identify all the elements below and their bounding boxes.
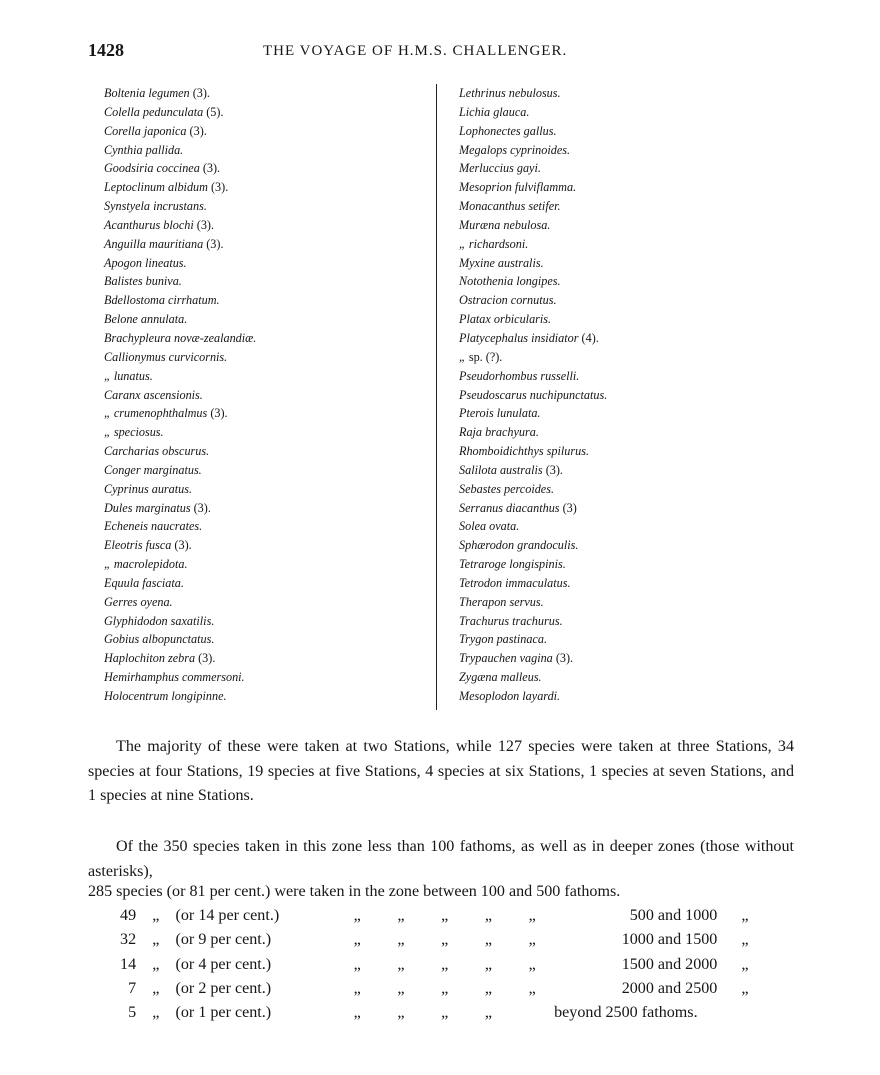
ditto-mark: „ [528,979,536,997]
page-number: 1428 [88,40,124,60]
species-name: Apogon lineatus. [104,255,187,270]
species-name: „ crumenophthalmus [104,406,208,421]
species-name: Anguilla mauritiana [104,236,204,251]
depth-range: 500 and 1000 [629,907,718,925]
species-entry [104,404,256,423]
species-entry [459,649,607,668]
species-name: Belone annulata. [104,312,188,327]
species-name: Balistes buniva. [104,274,182,289]
species-entry [459,612,607,631]
species-entry [104,84,256,103]
species-name: Haplochiton zebra [104,651,196,666]
ditto-mark: „ [353,1004,361,1022]
species-name: Ostracion cornutus. [459,293,557,308]
species-entry [104,272,256,291]
species-entry [459,593,607,612]
ditto-mark: „ [484,979,493,997]
species-name: Hemirhamphus commersoni. [104,670,245,685]
species-count: 14 [120,955,137,973]
depth-range: 1500 and 2000 [621,955,718,973]
ditto-mark: „ [397,931,405,949]
species-name: „ richardsoni. [459,236,529,251]
species-entry [104,687,256,706]
ditto-mark: „ [484,931,493,949]
species-name: Rhomboidichthys spilurus. [459,444,589,459]
table-row [88,1001,808,1025]
ditto-mark: „ [397,1004,405,1022]
ditto-mark: „ [353,979,361,997]
paragraph-stations: The majority of these were taken at two Stations, while 127 species were taken at three Stations, 34 species at four Stations, 19 species at five Stations, 4 species at six Stations, 1 species at seven Stations, and 1 species at nine Stations. [88,738,794,805]
ditto-mark: „ [441,907,449,925]
species-note: (3). [207,180,229,195]
percentage: (or 9 per cent.) [175,931,272,949]
species-entry [104,649,256,668]
species-entry [459,216,607,235]
ditto-mark: „ [353,931,361,949]
running-title: THE VOYAGE OF H.M.S. CHALLENGER. [263,43,568,59]
table-row [88,880,808,904]
ditto-mark: „ [528,931,536,949]
species-entry [104,178,256,197]
species-entry [459,536,607,555]
ditto-mark: „ [441,955,449,973]
species-name: Synstyela incrustans. [104,199,207,214]
species-entry [104,367,256,386]
species-entry [459,84,607,103]
species-entry [104,593,256,612]
species-name: Sebastes percoides. [459,481,554,496]
ditto-mark: „ [353,955,361,973]
species-entry [459,141,607,160]
species-name: Colella pedunculata [104,104,204,119]
percentage: (or 14 per cent.) [175,907,280,925]
species-entry [104,630,256,649]
species-name: „ [459,349,466,364]
species-name: Equula fasciata. [104,575,184,590]
species-entry [459,517,607,536]
species-name: Platax orbicularis. [459,312,552,327]
species-entry [104,348,256,367]
species-note: (3) [559,500,577,515]
ditto-mark: „ [484,1004,493,1022]
species-name: Caranx ascensionis. [104,387,203,402]
species-name: Trachurus trachurus. [459,613,563,628]
species-name: Cyprinus auratus. [104,481,193,496]
ditto-mark: „ [741,979,749,997]
species-entry [459,310,607,329]
species-entry [459,499,607,518]
species-name: Gerres oyena. [104,594,173,609]
species-name: „ speciosus. [104,425,164,440]
species-note: (3). [207,406,228,421]
species-note: (5). [203,104,224,119]
species-entry [104,254,256,273]
ditto-mark: „ [441,979,449,997]
species-name: Leptoclinum albidum [104,180,208,195]
species-name: Bdellostoma cirrhatum. [104,293,220,308]
species-name: Cynthia pallida. [104,142,184,157]
species-name: Platycephalus insidiator [459,330,579,345]
species-name: Muræna nebulosa. [459,217,551,232]
species-name: Trygon pastinaca. [459,632,548,647]
ditto-mark: „ [152,907,160,925]
species-name: Monacanthus setifer. [459,199,561,214]
species-name: Gobius albopunctatus. [104,632,215,647]
ditto-mark: „ [397,907,405,925]
species-entry [104,612,256,631]
ditto-mark: „ [152,931,160,949]
species-entry [104,103,256,122]
species-entry [459,574,607,593]
species-list-left [104,84,256,706]
depth-distribution-table [88,880,808,1025]
depth-range: 1000 and 1500 [621,931,718,949]
species-name: Callionymus curvicornis. [104,349,228,364]
species-entry [459,103,607,122]
species-note: (3). [203,236,224,251]
species-count: 32 [120,931,137,949]
species-entry [459,159,607,178]
percentage: (or 2 per cent.) [175,979,272,997]
species-name: Lophonectes gallus. [459,123,557,138]
species-name: Solea ovata. [459,519,520,534]
ditto-mark: „ [353,907,361,925]
species-entry [459,423,607,442]
depth-range: 2000 and 2500 [621,979,718,997]
species-name: Serranus diacanthus [459,500,560,515]
species-name: Conger marginatus. [104,462,202,477]
species-name: Therapon servus. [459,594,544,609]
species-entry [104,291,256,310]
species-name: Eleotris fusca [104,538,172,553]
ditto-mark: „ [152,955,160,973]
species-entry [459,178,607,197]
ditto-mark: „ [152,979,160,997]
species-name: Salilota australis [459,462,543,477]
species-name: „ macrolepidota. [104,557,188,572]
species-entry [104,442,256,461]
species-entry [459,404,607,423]
species-entry [459,348,607,367]
table-first-row-text: 285 species (or 81 per cent.) were taken in the zone between 100 and 500 fathoms. [88,883,621,900]
percentage: (or 4 per cent.) [175,955,272,973]
species-name: Corella japonica [104,123,187,138]
species-name: Myxine australis. [459,255,544,270]
species-entry [104,574,256,593]
empty-cell [510,1001,554,1025]
ditto-mark: „ [484,955,493,973]
species-entry [459,197,607,216]
species-entry [104,423,256,442]
species-note: (3). [199,161,221,176]
ditto-mark: „ [528,907,536,925]
species-count: 7 [128,979,137,997]
species-entry [459,291,607,310]
species-name: Pseudoscarus nuchipunctatus. [459,387,608,402]
species-entry [459,442,607,461]
ditto-mark: „ [441,1004,449,1022]
ditto-mark: „ [741,955,749,973]
table-row [88,928,808,952]
species-entry [104,499,256,518]
species-name: Trypauchen vagina [459,651,553,666]
species-name: Pseudorhombus russelli. [459,368,580,383]
species-name: Pterois lunulata. [459,406,541,421]
ditto-mark: „ [397,955,405,973]
species-note: (3). [186,123,207,138]
ditto-mark [731,1001,808,1025]
species-entry [459,668,607,687]
species-name: Mesoprion fulviflamma. [459,180,577,195]
depth-range: beyond 2500 fathoms. [554,1004,698,1022]
table-row [88,904,808,928]
species-name: Tetrodon immaculatus. [459,575,571,590]
species-entry [104,122,256,141]
species-name: Mesoplodon layardi. [459,689,561,703]
species-name: Echeneis naucrates. [104,519,203,534]
species-name: Lethrinus nebulosus. [459,86,561,100]
species-entry [104,668,256,687]
species-name: Holocentrum longipinne. [104,689,227,703]
species-entry [104,480,256,499]
species-name: Boltenia legumen [104,86,190,100]
species-note: (3). [190,500,211,515]
column-divider [436,84,437,710]
species-entry [459,272,607,291]
species-entry [104,141,256,160]
species-note: (3). [189,86,210,100]
ditto-mark: „ [528,955,536,973]
species-entry [459,461,607,480]
species-entry [104,386,256,405]
species-entry [104,517,256,536]
species-name: Tetraroge longispinis. [459,557,566,572]
species-entry [104,461,256,480]
table-row [88,977,808,1001]
paragraph-zones: Of the 350 species taken in this zone less than 100 fathoms, as well as in deeper zones (those without asterisks), [88,838,794,880]
species-count: 5 [128,1004,137,1022]
species-entry [459,480,607,499]
ditto-mark: „ [441,931,449,949]
species-entry [459,235,607,254]
species-note: (3). [193,217,215,232]
species-list-right [459,84,607,706]
species-entry [459,254,607,273]
species-note: (3). [195,651,216,666]
species-entry [104,197,256,216]
species-entry [104,329,256,348]
species-name: Goodsiria coccinea [104,161,200,176]
species-entry [459,122,607,141]
species-note: (4). [578,330,599,345]
species-entry [104,216,256,235]
species-name: „ lunatus. [104,368,153,383]
species-entry [104,159,256,178]
ditto-mark: „ [741,907,749,925]
species-note: sp. (?). [465,349,503,364]
percentage: (or 1 per cent.) [175,1004,272,1022]
ditto-mark: „ [397,979,405,997]
species-entry [459,329,607,348]
species-entry [459,687,607,706]
table-row [88,953,808,977]
species-name: Dules marginatus [104,500,191,515]
species-name: Lichia glauca. [459,104,530,119]
species-note: (3). [171,538,192,553]
species-count: 49 [120,907,137,925]
species-name: Carcharias obscurus. [104,444,210,459]
species-name: Glyphidodon saxatilis. [104,613,215,628]
species-note: (3). [552,651,574,666]
ditto-mark: „ [741,931,749,949]
species-name: Zygæna malleus. [459,670,542,685]
species-name: Sphærodon grandoculis. [459,538,579,553]
species-entry [459,386,607,405]
ditto-mark: „ [484,907,493,925]
species-entry [459,630,607,649]
species-name: Merluccius gayi. [459,161,541,176]
ditto-mark: „ [152,1004,160,1022]
species-name: Brachypleura novæ-zealandiæ. [104,330,257,345]
species-entry [104,310,256,329]
species-entry [459,367,607,386]
species-name: Raja brachyura. [459,425,539,440]
species-entry [104,536,256,555]
species-name: Megalops cyprinoides. [459,142,571,157]
species-entry [459,555,607,574]
species-name: Notothenia longipes. [459,274,561,289]
species-entry [104,235,256,254]
species-entry [104,555,256,574]
species-name: Acanthurus blochi [104,217,194,232]
species-note: (3). [542,462,563,477]
